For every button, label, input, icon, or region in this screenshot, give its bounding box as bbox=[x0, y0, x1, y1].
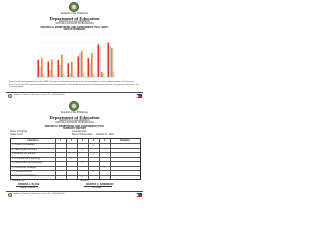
table-row-label: 6. Community Linkages bbox=[12, 166, 37, 169]
summary-subtitle: SUMMARY REPORT bbox=[63, 127, 86, 130]
chart-bar bbox=[63, 74, 65, 77]
field-label: Learning Area: bbox=[72, 131, 87, 133]
check-mark: ✓ bbox=[103, 164, 106, 169]
chart-bar bbox=[61, 55, 63, 77]
chart-bar bbox=[103, 74, 105, 77]
table-header-cell: Remarks bbox=[120, 139, 130, 142]
chart-bar bbox=[98, 44, 100, 77]
table-col-divider bbox=[99, 139, 100, 179]
page-divider-2 bbox=[6, 191, 143, 192]
chart-bar bbox=[113, 72, 115, 77]
check-mark: ✓ bbox=[81, 147, 84, 152]
chart-bar bbox=[83, 72, 85, 77]
chart-bar bbox=[88, 58, 90, 77]
footer-seal-left-2 bbox=[8, 193, 12, 197]
division-label-2: SCHOOLS DIVISION OF BATANGAS bbox=[55, 122, 94, 124]
page-divider bbox=[6, 92, 143, 93]
chart-bar bbox=[111, 48, 113, 77]
summary-title: INDIVIDUAL MONITORING AND ASSESSMENT TOOL bbox=[44, 124, 105, 128]
chart-bar bbox=[101, 72, 103, 77]
check-mark: ✓ bbox=[92, 151, 95, 156]
field-label: Date of Observation: bbox=[72, 133, 94, 136]
table-header-cell: 1 bbox=[59, 139, 62, 142]
report-subtitle: GROUP SUMMARY bbox=[63, 28, 86, 31]
field-value: October 11, 2023 bbox=[96, 133, 114, 136]
chart-bar bbox=[69, 74, 71, 77]
department-title-2: Department of Education bbox=[49, 114, 100, 120]
table-col-divider bbox=[55, 139, 56, 179]
table-row-label: 2. Learning Environment bbox=[12, 148, 38, 151]
chart-bar bbox=[58, 60, 60, 77]
chart-bar bbox=[59, 65, 61, 77]
table-header-cell: 5 bbox=[103, 139, 106, 142]
prepared-signature-line bbox=[16, 186, 38, 187]
chart-bar bbox=[48, 62, 50, 77]
table-col-divider bbox=[110, 139, 111, 179]
chart-bar bbox=[39, 67, 41, 77]
republic-label: Republic of the Philippines bbox=[60, 13, 89, 15]
chart-bar bbox=[99, 46, 101, 77]
footer-flag bbox=[136, 94, 142, 98]
noted-name: MARITES C. SOMBRERO bbox=[86, 184, 114, 186]
bar-chart bbox=[32, 32, 118, 80]
chart-bar bbox=[53, 75, 55, 77]
chart-bar bbox=[93, 74, 95, 77]
table-header-cell: 3 bbox=[81, 139, 84, 142]
footer-address-2: Address: Poblacion, Batangas | Contact No.: (043) 000-0000 bbox=[14, 193, 65, 195]
chart-bar bbox=[71, 62, 73, 77]
table-row-label: 4. Curriculum and Planning bbox=[12, 157, 40, 160]
noted-role: Principal I bbox=[92, 186, 103, 189]
republic-label-2: Republic of the Philippines bbox=[60, 112, 89, 114]
region-label: REGION IV-A CALABARZON bbox=[59, 20, 90, 23]
table-header-cell: Indicators bbox=[27, 139, 39, 142]
narrative-text: Based on the data gathered from the IMAT, the teachers demonstrated high levels of preparedness in the implementation of the learning plan. The school will continue to provide technical assistance to further improve instructional delivery and learner outcomes as reflected in the summary below. bbox=[9, 81, 139, 89]
table-col-divider bbox=[77, 139, 78, 179]
table-row-label: 8. Instructional Delivery bbox=[12, 175, 36, 178]
footer-address: Address: Poblacion, Batangas | Contact No.: (043) 000-0000 bbox=[14, 94, 65, 96]
bar-chart-svg bbox=[32, 32, 118, 80]
footer-flag-2 bbox=[136, 193, 142, 197]
noted-signature-line bbox=[84, 186, 112, 187]
field-label: Name of Teacher: bbox=[10, 131, 29, 133]
chart-bar bbox=[43, 74, 45, 77]
noted-by-label: Noted by: bbox=[80, 180, 90, 182]
department-title: Department of Education bbox=[49, 15, 100, 21]
chart-bar bbox=[81, 51, 83, 77]
prepared-by-label: Prepared by: bbox=[12, 180, 26, 182]
check-mark: ✓ bbox=[92, 169, 95, 174]
chart-bar bbox=[108, 43, 110, 77]
report-title: INDIVIDUAL MONITORING AND ASSESSMENT TOOL (IMAT) bbox=[40, 25, 109, 29]
chart-bar bbox=[79, 53, 81, 77]
field-label: Grade Level: bbox=[10, 133, 24, 136]
table-row-label: 5. Assessment and Reporting bbox=[12, 162, 43, 165]
info-fields bbox=[10, 131, 140, 136]
deped-seal-2 bbox=[69, 101, 79, 111]
check-mark: ✓ bbox=[70, 156, 73, 160]
chart-bar bbox=[68, 63, 70, 77]
chart-bar bbox=[89, 63, 91, 77]
region-label-2: REGION IV-A CALABARZON bbox=[59, 119, 90, 122]
table-header-cell: 2 bbox=[70, 139, 73, 142]
chart-bar bbox=[41, 58, 43, 77]
table-row-label: 1. Content Knowledge bbox=[12, 144, 35, 147]
chart-bar bbox=[73, 75, 75, 77]
chart-bar bbox=[51, 60, 53, 77]
chart-bar bbox=[109, 46, 111, 77]
prepared-role: Master Teacher I bbox=[20, 186, 38, 189]
check-mark: ✓ bbox=[81, 173, 84, 178]
deped-seal bbox=[69, 2, 79, 12]
table-row-label: 7. Personal Growth bbox=[12, 171, 32, 173]
prepared-name: ROWENA J. BLASE bbox=[18, 184, 40, 186]
chart-bar bbox=[49, 70, 51, 77]
check-mark: ✓ bbox=[92, 142, 95, 147]
chart-bar bbox=[78, 56, 80, 77]
table-row-label: 3. Diversity of Learners bbox=[12, 153, 36, 156]
division-label: SCHOOLS DIVISION OF BATANGAS bbox=[55, 23, 94, 25]
chart-bar bbox=[38, 60, 40, 77]
chart-bar bbox=[91, 53, 93, 77]
table-header-cell: 4 bbox=[92, 139, 95, 142]
footer-seal-left bbox=[8, 94, 12, 98]
check-mark: ✓ bbox=[81, 160, 84, 165]
indicator-table bbox=[10, 138, 141, 180]
